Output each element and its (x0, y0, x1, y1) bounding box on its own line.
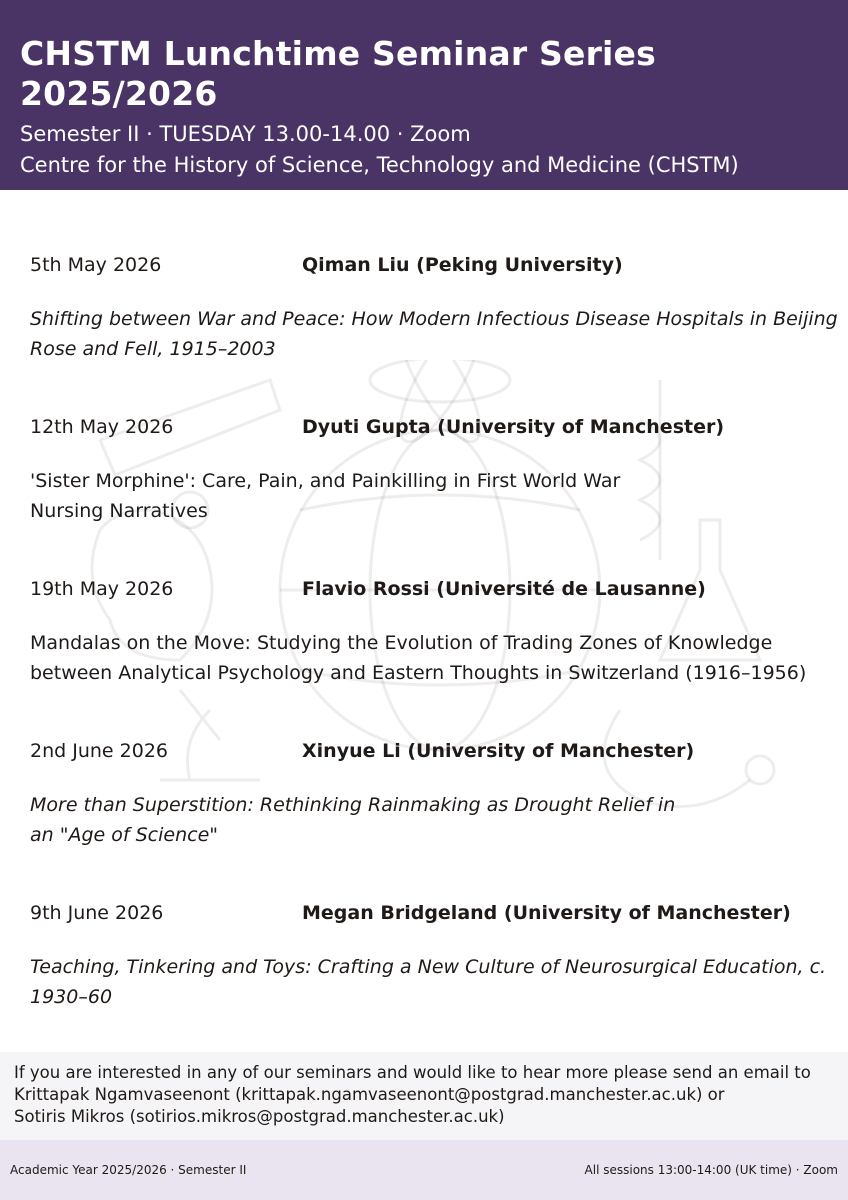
footer-bar (0, 1140, 848, 1200)
contact-line: Sotiris Mikros (sotirios.mikros@postgrad.manchester.ac.uk) (14, 1107, 505, 1126)
seminar-speaker: Qiman Liu (Peking University) (302, 254, 623, 276)
schedule-subtitle: Semester II · TUESDAY 13.00-14.00 · Zoom (20, 122, 471, 146)
seminar-talk-title: Teaching, Tinkering and Toys: Crafting a New Culture of Neurosurgical Education, c. 1930–60 (30, 956, 827, 1008)
organisation-name: Centre for the History of Science, Technology and Medicine (CHSTM) (20, 153, 739, 177)
seminar-speaker: Xinyue Li (University of Manchester) (302, 740, 695, 762)
contact-line: If you are interested in any of our seminars and would like to hear more please send an email to (14, 1063, 811, 1082)
contact-line: Krittapak Ngamvaseenont (krittapak.ngamvaseenont@postgrad.manchester.ac.uk) or (14, 1085, 725, 1104)
seminar-talk-title: Shifting between War and Peace: How Modern Infectious Disease Hospitals in Beijing Rose and Fell, 1915–2003 (30, 308, 838, 360)
seminar-date: 12th May 2026 (30, 416, 174, 438)
seminar-item (30, 898, 840, 1060)
seminar-talk-title: Mandalas on the Move: Studying the Evolution of Trading Zones of Knowledge between Analytical Psychology and Eastern Thoughts in Switzerland (1916–1956) (30, 632, 807, 684)
seminar-item (30, 736, 840, 898)
footer-academic-year: Academic Year 2025/2026 · Semester II (10, 1163, 247, 1177)
page-title: CHSTM Lunchtime Seminar Series 2025/2026 (20, 34, 656, 113)
footer-session-time: All sessions 13:00-14:00 (UK time) · Zoom (584, 1163, 838, 1177)
header-banner (0, 0, 848, 190)
seminar-date: 2nd June 2026 (30, 740, 169, 762)
seminar-item (30, 574, 840, 736)
seminar-date: 9th June 2026 (30, 902, 164, 924)
seminar-talk-title: More than Superstition: Rethinking Rainmaking as Drought Relief in an "Age of Science" (30, 794, 676, 846)
seminar-speaker: Megan Bridgeland (University of Manchester) (302, 902, 791, 924)
seminar-speaker: Flavio Rossi (Université de Lausanne) (302, 578, 706, 600)
seminar-talk-title: 'Sister Morphine': Care, Pain, and Painkilling in First World War Nursing Narratives (30, 470, 621, 522)
seminar-date: 19th May 2026 (30, 578, 174, 600)
seminar-item (30, 250, 840, 412)
seminar-list (30, 250, 840, 1060)
contact-info (0, 1052, 848, 1140)
seminar-date: 5th May 2026 (30, 254, 162, 276)
seminar-speaker: Dyuti Gupta (University of Manchester) (302, 416, 725, 438)
seminar-item (30, 412, 840, 574)
